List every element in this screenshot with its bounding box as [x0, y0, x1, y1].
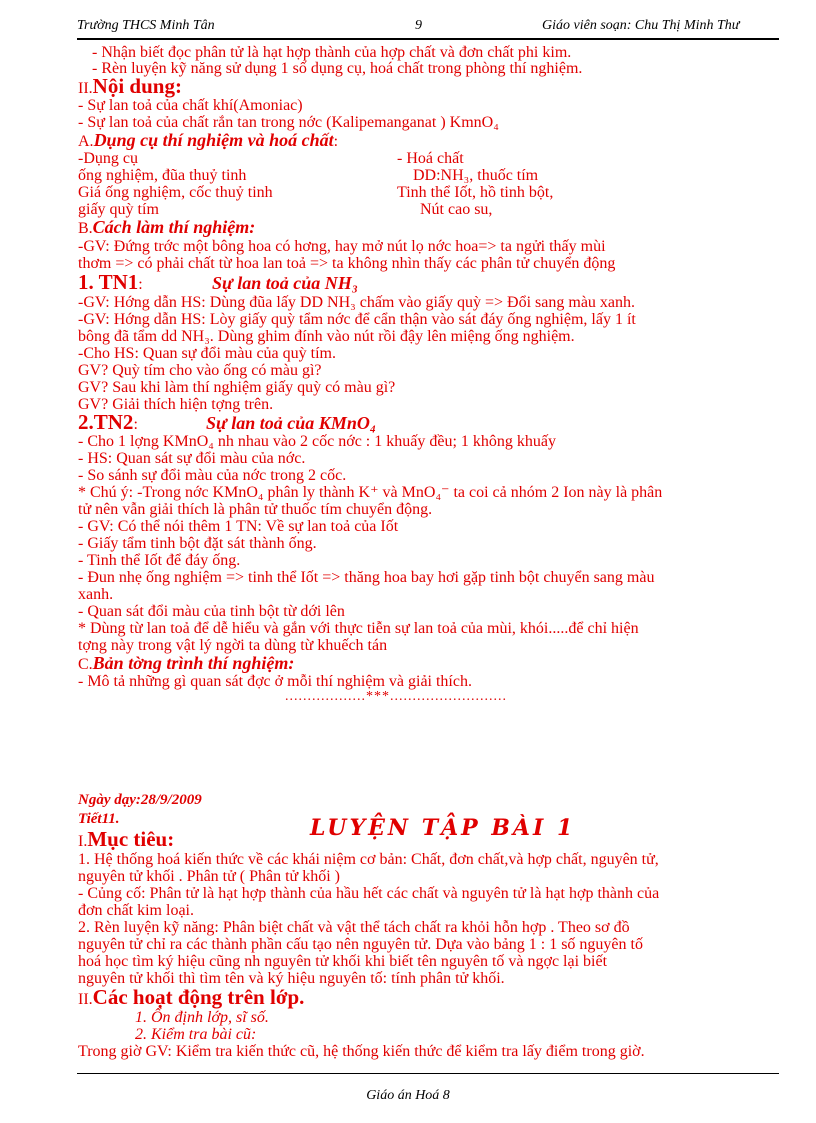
- text-line: -GV: Hớng dẫn HS: Lòy giấy quỳ tẩm nớc để cẩn thận vào sát đáy ống nghiệm, lấy 1 ít: [78, 311, 636, 328]
- text-line: - Nhận biết đọc phân tử là hạt hợp thành của hợp chất và đơn chất phi kim.: [92, 44, 572, 61]
- school-name: Trường THCS Minh Tân: [77, 18, 215, 33]
- text-line: Trong giờ GV: Kiểm tra kiến thức cũ, hệ thống kiến thức để kiểm tra lấy điểm trong giờ.: [78, 1043, 645, 1060]
- lesson-date: Ngày dạy:28/9/2009: [78, 792, 202, 808]
- equipment-right: - Hoá chất: [397, 150, 464, 167]
- text-line: -Cho HS: Quan sự đổi màu của quỳ tím.: [78, 345, 336, 362]
- text-line: -GV: Đứng trớc một bông hoa có hơng, hay mở nút lọ nớc hoa=> ta ngửi thấy mùi: [78, 238, 606, 255]
- text-line: * Dùng từ lan toả để dễ hiểu và gắn với thực tiễn sự lan toả của mùi, khói.....để chỉ hiện: [78, 620, 639, 637]
- text-line: - Tinh thể Iốt để đáy ống.: [78, 552, 241, 569]
- equipment-left: Giá ống nghiệm, cốc thuỷ tinh: [78, 184, 273, 201]
- text-line: tử nên vẫn giải thích là phân tử thuốc tím chuyển động.: [78, 501, 433, 518]
- experiment-heading: 1. TN1:: [78, 270, 143, 294]
- page-header: [77, 18, 777, 38]
- text-line: * Chú ý: -Trong nớc KMnO₄ phân ly thành K⁺ và MnO₄⁻ ta coi cả nhóm 2 Ion này là phân: [78, 484, 663, 501]
- text-line: hoá học tìm ký hiệu cũng nh nguyên tử khối khi biết tên nguyên tố và ngợc lại biết: [78, 953, 608, 970]
- lesson-period: Tiết11.: [78, 811, 120, 827]
- text-line: - Cho 1 lợng KMnO₄ nh nhau vào 2 cốc nớc : 1 khuấy đều; 1 không khuấy: [78, 433, 556, 450]
- section-heading: II.Các hoạt động trên lớp.: [78, 985, 305, 1009]
- text-line: nguyên tử khối thì tìm tên và ký hiệu nguyên tố: tính phân tử khối.: [78, 970, 505, 987]
- text-line: bông đã tẩm dd NH₃. Dùng ghim đính vào nút rồi đậy lên miệng ống nghiệm.: [78, 328, 575, 345]
- experiment-title: Sự lan toả của KMnO₄: [206, 413, 377, 433]
- section-heading: II.Nội dung:: [78, 74, 182, 98]
- step-item: 1. Ổn định lớp, sĩ số.: [135, 1009, 269, 1026]
- page-number: 9: [415, 18, 422, 33]
- equipment-left: giấy quỳ tím: [78, 201, 159, 218]
- text-line: - Củng cố: Phân tử là hạt hợp thành của hầu hết các chất và nguyên tử là hạt hợp thành của: [78, 885, 660, 902]
- header-rule: [77, 38, 779, 40]
- section-heading: C.Bản tờng trình thí nghiệm:: [78, 653, 295, 673]
- footer-rule: [77, 1073, 779, 1074]
- text-line: nguyên tử chỉ ra các thành phần cấu tạo nên nguyên tử. Dựa vào bảng 1 : 1 số nguyên tố: [78, 936, 643, 953]
- text-line: đơn chất kim loại.: [78, 902, 194, 919]
- teacher-name: Giáo viên soạn: Chu Thị Minh Thư: [542, 18, 740, 33]
- experiment-heading: 2.TN2:: [78, 410, 138, 434]
- text-line: - HS: Quan sát sự đổi màu của nớc.: [78, 450, 306, 467]
- equipment-right: Nút cao su,: [420, 201, 493, 218]
- text-line: GV? Quỳ tím cho vào ống có màu gì?: [78, 362, 322, 379]
- text-line: tợng này trong vật lý ngời ta dùng từ khuếch tán: [78, 637, 388, 654]
- page-footer: Giáo án Hoá 8: [366, 1088, 450, 1103]
- experiment-title: Sự lan toả của NH₃: [212, 273, 359, 293]
- text-line: - Đun nhẹ ống nghiệm => tinh thể Iốt => thăng hoa bay hơi gặp tinh bột chuyển sang màu: [78, 569, 655, 586]
- separator: ..................***..........................: [285, 689, 507, 704]
- text-line: - Quan sát đổi màu của tinh bột từ dới lên: [78, 603, 345, 620]
- text-line: - Sự lan toả của chất rắn tan trong nớc (Kalipemanganat ) KmnO₄: [78, 114, 499, 131]
- section-heading: B.Cách làm thí nghiệm:: [78, 217, 256, 237]
- text-line: -GV: Hớng dẫn HS: Dùng đũa lấy DD NH₃ chấm vào giấy quỳ => Đổi sang màu xanh.: [78, 294, 636, 311]
- text-line: GV? Sau khi làm thí nghiệm giấy quỳ có màu gì?: [78, 379, 396, 396]
- equipment-left: -Dụng cụ: [78, 150, 138, 167]
- text-line: - Rèn luyện kỹ năng sử dụng 1 số dụng cụ, hoá chất trong phòng thí nghiệm.: [92, 60, 583, 77]
- text-line: 1. Hệ thống hoá kiến thức về các khái niệm cơ bản: Chất, đơn chất,và hợp chất, nguyên tử,: [78, 851, 659, 868]
- text-line: - Mô tả những gì quan sát đợc ở mỗi thí nghiệm và giải thích.: [78, 673, 472, 690]
- lesson-title: LUYỆN TẬP BÀI 1: [310, 815, 576, 841]
- text-line: GV? Giải thích hiện tợng trên.: [78, 396, 274, 413]
- step-item: 2. Kiểm tra bài cũ:: [135, 1026, 257, 1043]
- equipment-left: ống nghiệm, đũa thuỷ tinh: [78, 167, 247, 184]
- text-line: thơm => có phải chất từ hoa lan toả => ta không nhìn thấy các phân tử chuyển động: [78, 255, 616, 272]
- text-line: nguyên tử khối . Phân tử ( Phân tử khối ): [78, 868, 340, 885]
- text-line: - Giấy tẩm tinh bột đặt sát thành ống.: [78, 535, 317, 552]
- text-line: 2. Rèn luyện kỹ năng: Phân biệt chất và vật thể tách chất ra khỏi hỗn hợp . Theo sơ đồ: [78, 919, 630, 936]
- text-line: xanh.: [78, 586, 114, 603]
- text-line: - GV: Có thể nói thêm 1 TN: Về sự lan toả của Iốt: [78, 518, 399, 535]
- section-heading: A.Dụng cụ thí nghiệm và hoá chất:: [78, 130, 339, 150]
- equipment-right: Tinh thể Iốt, hồ tinh bột,: [397, 184, 554, 201]
- equipment-right: DD:NH₃, thuốc tím: [413, 167, 539, 184]
- section-heading: I.Mục tiêu:: [78, 827, 175, 851]
- text-line: - Sự lan toả của chất khí(Amoniac): [78, 97, 303, 114]
- text-line: - So sánh sự đổi màu của nớc trong 2 cốc.: [78, 467, 347, 484]
